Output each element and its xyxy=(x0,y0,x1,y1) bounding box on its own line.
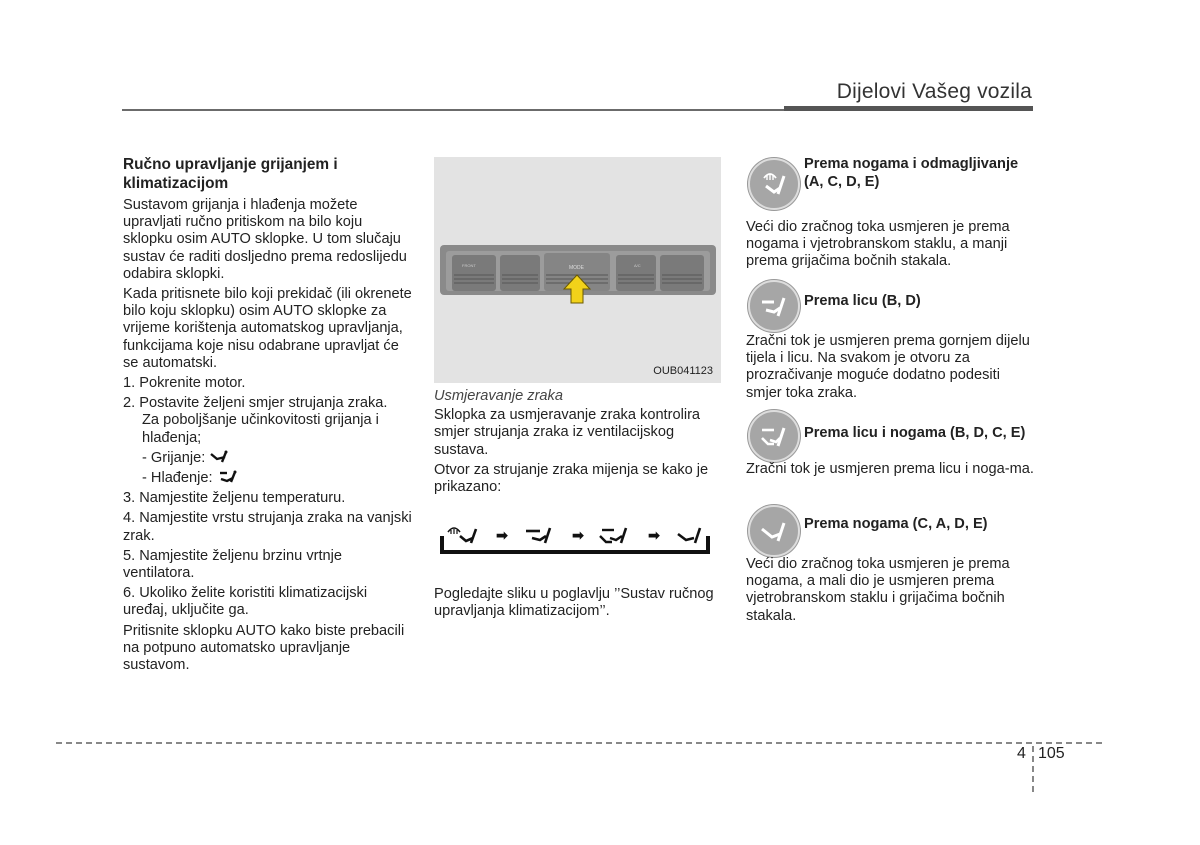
page-number: 105 xyxy=(1038,745,1065,762)
step-3: 3. Namjestite željenu temperaturu. xyxy=(123,490,346,507)
mode-3-title: Prema licu i nogama (B, D, C, E) xyxy=(804,425,1026,441)
cooling-line xyxy=(123,470,415,487)
header-rule xyxy=(122,109,784,111)
mode-2-text: Zračni tok je usmjeren prema gornjem dijelu tijela i licu. Na svakom je otvoru za prozračivanje moguće dodatno podesiti smjer toka zraka. xyxy=(746,333,1030,401)
floor-vent-icon xyxy=(209,450,231,464)
cooling-label: - Hlađenje: xyxy=(142,470,213,487)
middle-column xyxy=(434,388,726,496)
auto-paragraph: Kada pritisnete bilo koji prekidač (ili okrenete bilo koju sklopku) osim AUTO sklopke za vrijeme korištenja automatskog upravljanja, funkcijama koje nisu odabrane upravljat će se automatski. xyxy=(123,286,412,371)
control-panel-illustration xyxy=(434,157,721,383)
page-header-title: Dijelovi Vašeg vozila xyxy=(836,80,1032,103)
vent-change-paragraph: Otvor za strujanje zraka mijenja se kako je prikazano: xyxy=(434,461,709,496)
mode-cycle-diagram xyxy=(440,518,716,558)
floor-mode-icon xyxy=(674,524,710,546)
mode-2-title: Prema licu (B, D) xyxy=(804,293,921,309)
auto-return-paragraph: Pritisnite sklopku AUTO kako biste prebacili na potpuno automatsko upravljanje sustavom. xyxy=(123,622,405,674)
section-heading: Ručno upravljanje grijanjem i klimatizacijom xyxy=(123,156,338,192)
svg-text:FRONT: FRONT xyxy=(462,263,476,268)
left-column xyxy=(123,155,415,674)
step-2: 2. Postavite željeni smjer strujanja zraka. xyxy=(123,395,388,412)
cycle-arrow-2: ➡ xyxy=(572,526,584,543)
step-6: 6. Ukoliko želite koristiti klimatizacijski uređaj, uključite ga. xyxy=(123,585,368,619)
mode-1-text: Veći dio zračnog toka usmjeren je prema nogama i vjetrobranskom staklu, a manji prema grijačima bočnih stakala. xyxy=(746,219,1010,270)
cycle-items xyxy=(446,522,710,548)
step-2-note: Za poboljšanje učinkovitosti grijanja i hlađenja; xyxy=(142,412,379,446)
cycle-arrow-3: ➡ xyxy=(648,526,660,543)
face-vent-icon xyxy=(217,470,239,484)
face-mode-icon xyxy=(522,524,558,546)
svg-text:MODE: MODE xyxy=(569,265,584,271)
floor-mode-round-icon xyxy=(748,505,800,557)
step-5: 5. Namjestite željenu brzinu vrtnje ventilatora. xyxy=(123,547,343,582)
footer-rule xyxy=(56,742,1102,744)
step-4: 4. Namjestite vrstu strujanja zraka na vanjski zrak. xyxy=(123,510,412,544)
chapter-number: 4 xyxy=(1017,745,1026,762)
intro-paragraph: Sustavom grijanja i hlađenja možete upravljati ručno pritiskom na bilo koju sklopku osim AUTO sklopke. U tom slučaju sustav će raditi dosljedno prema redoslijedu odabira sklopki. xyxy=(123,197,407,282)
mode-4-title: Prema nogama (C, A, D, E) xyxy=(804,516,988,532)
figure-caption: Usmjeravanje zraka xyxy=(434,388,563,404)
footer-divider xyxy=(1032,746,1034,792)
heating-label: - Grijanje: xyxy=(142,449,206,466)
face-mode-round-icon xyxy=(748,280,800,332)
mode-1-title: Prema nogama i odmagljivanje (A, C, D, E) xyxy=(804,156,1019,190)
header-rule-accent xyxy=(784,106,1033,111)
mode-4-text: Veći dio zračnog toka usmjeren je prema nogama, a mali dio je usmjeren prema vjetrobranskom staklu i grijačima bočnih stakala. xyxy=(746,556,1010,624)
face-floor-mode-round-icon xyxy=(748,410,800,462)
photo-id: OUB041123 xyxy=(653,365,713,377)
mode-3-text: Zračni tok je usmjeren prema licu i noga-ma. xyxy=(746,461,1034,477)
control-panel-photo xyxy=(434,157,721,383)
defrost-floor-mode-icon xyxy=(748,158,800,210)
reference-paragraph-block xyxy=(434,586,726,620)
heating-line xyxy=(123,450,415,467)
svg-text:A/C: A/C xyxy=(634,263,641,268)
reference-paragraph: Pogledajte sliku u poglavlju ’’Sustav ručnog upravljanja klimatizacijom’’. xyxy=(434,586,714,620)
cycle-arrow-1: ➡ xyxy=(496,526,508,543)
face-floor-icon xyxy=(598,524,634,546)
mode-switch-paragraph: Sklopka za usmjeravanje zraka kontrolira smjer strujanja zraka iz ventilacijskog sustava. xyxy=(434,407,701,458)
step-1: 1. Pokrenite motor. xyxy=(123,375,246,392)
defrost-floor-icon xyxy=(446,524,482,546)
